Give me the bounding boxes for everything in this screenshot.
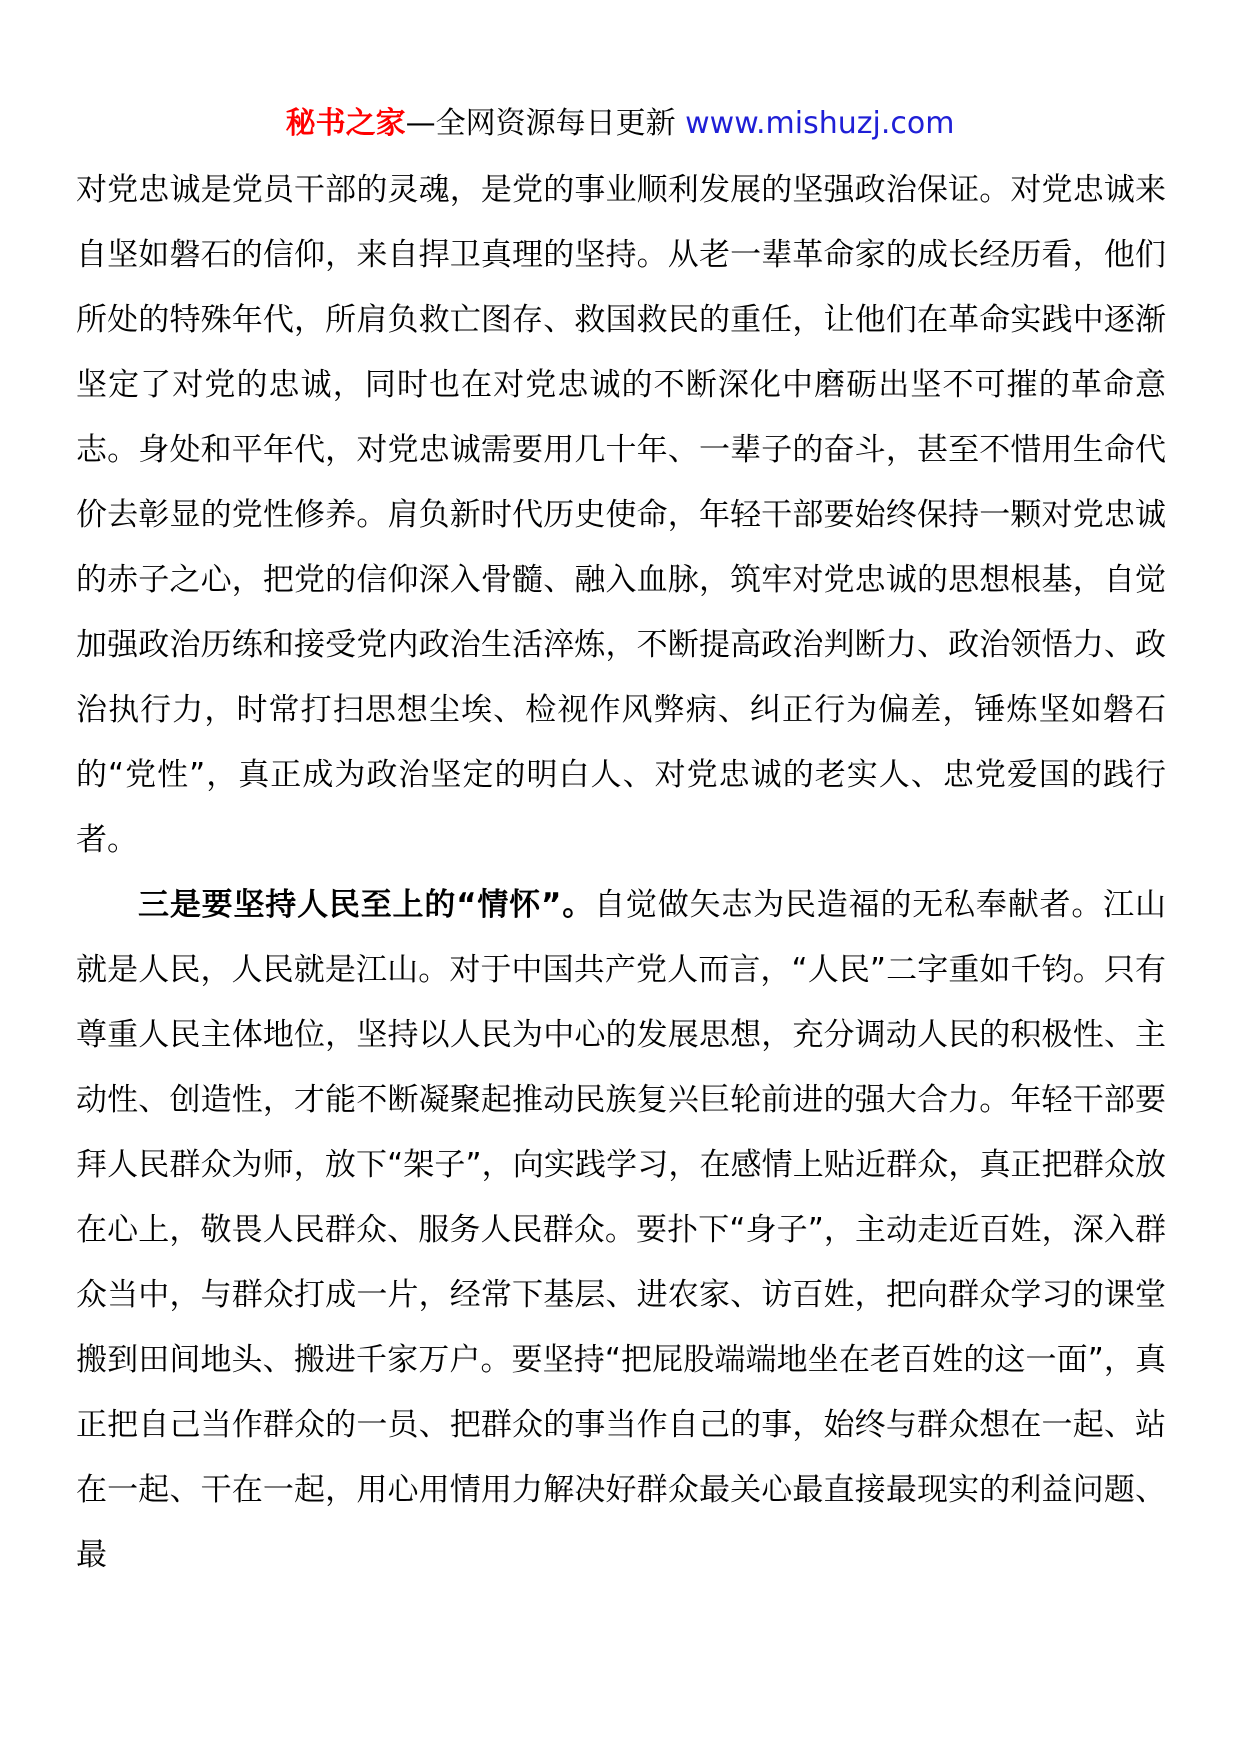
header-tagline: —全网资源每日更新	[405, 106, 676, 141]
page-header	[0, 96, 1240, 152]
document-body	[76, 158, 1166, 1588]
paragraph-loyalty-text: 对党忠诚是党员干部的灵魂，是党的事业顺利发展的坚强政治保证。对党忠诚来自坚如磐石的信仰，来自捍卫真理的坚持。从老一辈革命家的成长经历看，他们所处的特殊年代，所肩负救亡图存、救国救民的重任，让他们在革命实践中逐渐坚定了对党的忠诚，同时也在对党忠诚的不断深化中磨砺出坚不可摧的革命意志。身处和平年代，对党忠诚需要用几十年、一辈子的奋斗，甚至不惜用生命代价去彰显的党性修养。肩负新时代历史使命，年轻干部要始终保持一颗对党忠诚的赤子之心，把党的信仰深入骨髓、融入血脉，筑牢对党忠诚的思想根基，自觉加强政治历练和接受党内政治生活淬炼，不断提高政治判断力、政治领悟力、政治执行力，时常打扫思想尘埃、检视作风弊病、纠正行为偏差，锤炼坚如磐石的“党性”，真正成为政治坚定的明白人、对党忠诚的老实人、忠党爱国的践行者。	[76, 172, 1166, 858]
paragraph-people-first	[76, 873, 1166, 1588]
paragraph-people-first-heading: 三是要坚持人民至上的“情怀”。	[138, 887, 595, 923]
paragraph-people-first-text: 自觉做矢志为民造福的无私奉献者。江山就是人民，人民就是江山。对于中国共产党人而言，“人民”二字重如千钧。只有尊重人民主体地位，坚持以人民为中心的发展思想，充分调动人民的积极性、主动性、创造性，才能不断凝聚起推动民族复兴巨轮前进的强大合力。年轻干部要拜人民群众为师，放下“架子”，向实践学习，在感情上贴近群众，真正把群众放在心上，敬畏人民群众、服务人民群众。要扑下“身子”，主动走近百姓，深入群众当中，与群众打成一片，经常下基层、进农家、访百姓，把向群众学习的课堂搬到田间地头、搬进千家万户。要坚持“把屁股端端地坐在老百姓的这一面”，真正把自己当作群众的一员、把群众的事当作自己的事，始终与群众想在一起、站在一起、干在一起，用心用情用力解决好群众最关心最直接最现实的利益问题、最	[76, 887, 1167, 1573]
header-brand: 秘书之家	[285, 106, 406, 141]
paragraph-loyalty	[76, 158, 1166, 873]
header-url-link[interactable]: www.mishuzj.com	[685, 106, 955, 141]
